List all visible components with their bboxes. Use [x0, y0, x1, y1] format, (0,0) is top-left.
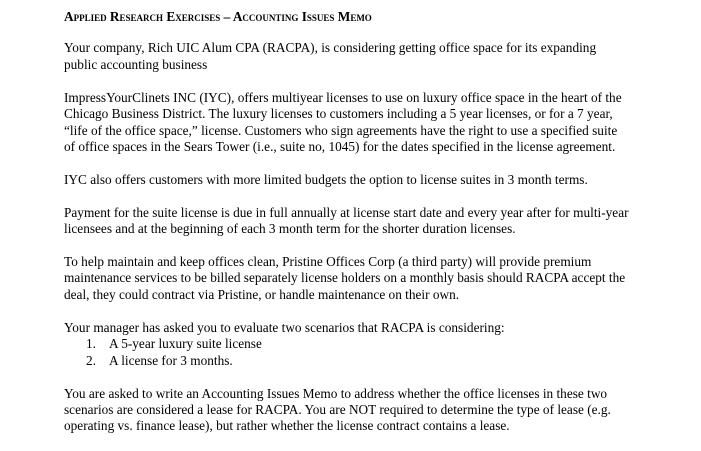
text-line: You are asked to write an Accounting Issues Memo to address whether the office licenses in these two [64, 385, 608, 401]
text-line: deal, they could contract via Pristine, or handle maintenance on their own. [64, 286, 460, 302]
text-line: licensees and at the beginning of each 3 month term for the shorter duration licenses. [64, 221, 516, 237]
text-line: To help maintain and keep offices clean, Pristine Offices Corp (a third party) will provide premium [64, 254, 592, 270]
list-item [64, 353, 664, 369]
paragraph-maintenance [64, 254, 664, 303]
text-line: Chicago Business District. The luxury licenses to customers including a 5 year licenses, or for a 7 year, [64, 106, 613, 122]
memo-document [64, 9, 664, 451]
paragraph-company-intro [64, 40, 664, 73]
scenarios-intro: Your manager has asked you to evaluate two scenarios that RACPA is considering: [64, 319, 505, 335]
text-line: IYC also offers customers with more limited budgets the option to license suites in 3 month terms. [64, 171, 588, 187]
text-line: operating vs. finance lease), but rather whether the license contract contains a lease. [64, 418, 510, 434]
text-line: public accounting business [64, 56, 208, 72]
text-line: “life of the office space,” license. Customers who sign agreements have the right to use a specified suite [64, 122, 618, 138]
list-number: 2. [86, 352, 96, 368]
list-item-text: A 5-year luxury suite license [109, 336, 262, 352]
paragraph-payment [64, 205, 664, 238]
list-item [64, 336, 664, 352]
paragraph-closing [64, 386, 664, 435]
text-line: Your company, Rich UIC Alum CPA (RACPA), is considering getting office space for its expanding [64, 40, 597, 56]
list-number: 1. [86, 336, 96, 352]
text-line: Payment for the suite license is due in full annually at license start date and every year after for multi-year [64, 204, 629, 220]
memo-title: Applied Research Exercises – Accounting Issues Memo [64, 9, 372, 24]
text-line: of office spaces in the Sears Tower (i.e., suite no, 1045) for the dates specified in the license agreement. [64, 138, 616, 154]
list-item-text: A license for 3 months. [109, 352, 233, 368]
scenarios-section [64, 320, 664, 369]
scenarios-list [64, 336, 664, 369]
text-line: ImpressYourClinets INC (IYC), offers multiyear licenses to use on luxury office space in the heart of the [64, 89, 622, 105]
text-line: scenarios are considered a lease for RACPA. You are NOT required to determine the type of lease (e.g. [64, 401, 611, 417]
paragraph-iyc-licenses [64, 90, 664, 156]
text-line: maintenance services to be billed separately license holders on a monthly basis should RACPA accept the [64, 270, 626, 286]
paragraph-short-term [64, 172, 664, 188]
